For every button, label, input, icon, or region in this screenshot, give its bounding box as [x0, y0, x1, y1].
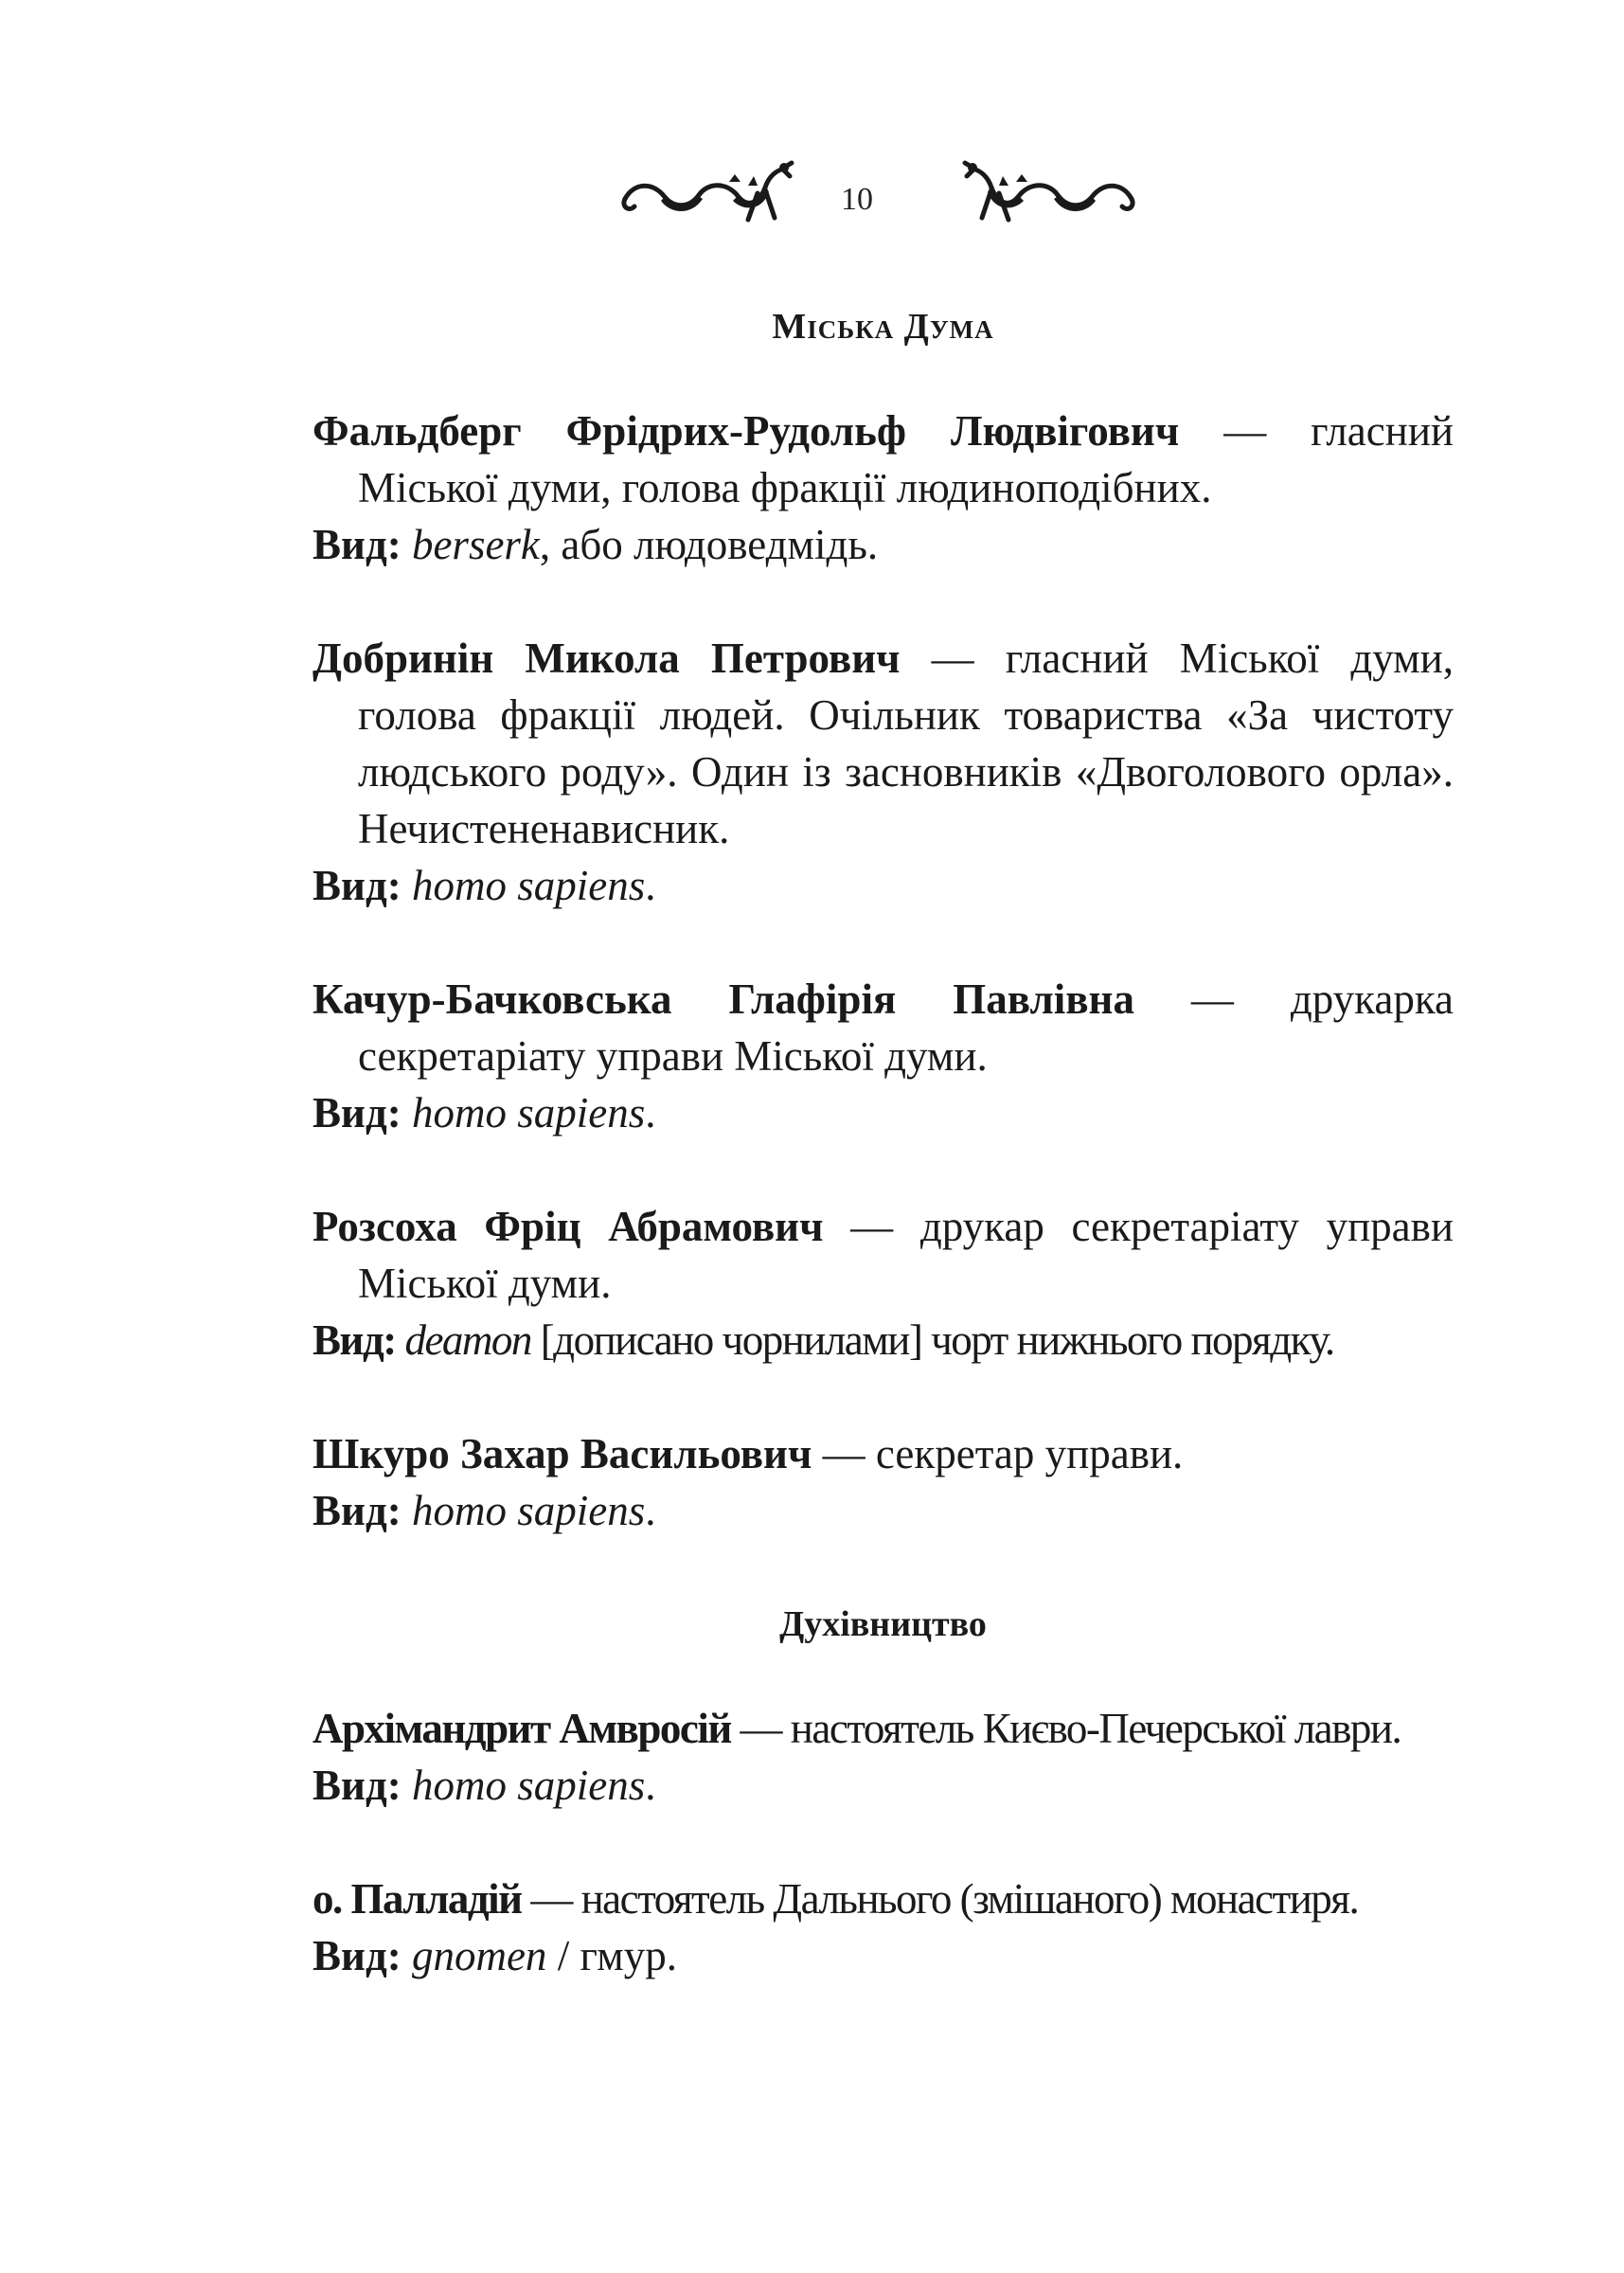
species-note: , або людоведмідь. — [539, 521, 879, 568]
entry-description: — секретар управи. — [812, 1430, 1184, 1477]
species-note: . — [645, 862, 656, 909]
entry-name: о. Палладій — [312, 1875, 522, 1923]
entry-text — [312, 1198, 1454, 1312]
entry-text — [312, 1425, 1454, 1482]
entry-description: — настоятель Дальнього (змішаного) монастиря. — [521, 1875, 1359, 1923]
entry-dobrynin — [312, 630, 1454, 914]
species-label: Вид: — [312, 862, 402, 909]
entry-name: Качур-Бачковська Глафірія Павлівна — [312, 975, 1134, 1023]
species-name: homo sapiens — [411, 1089, 646, 1136]
species-label: Вид: — [312, 1932, 402, 1979]
section-title-clergy: Духівництво — [779, 1604, 987, 1644]
species-label: Вид: — [312, 521, 402, 568]
species-label: Вид: — [312, 1089, 402, 1136]
entry-description: — друкар секретаріату управи Міської думи. — [358, 1203, 1454, 1307]
entry-species-line — [312, 1084, 1454, 1141]
entry-name: Розсоха Фріц Абрамович — [312, 1203, 824, 1250]
entry-name: Шкуро Захар Васильович — [312, 1430, 812, 1477]
dragon-ornament-right-icon — [961, 153, 1141, 234]
species-label: Вид: — [312, 1316, 396, 1364]
entry-text — [312, 1870, 1454, 1927]
species-name: berserk — [411, 521, 540, 568]
species-name: homo sapiens — [411, 862, 646, 909]
species-name: gnomen — [411, 1932, 547, 1979]
entry-text — [312, 403, 1454, 516]
entry-species-line — [312, 1312, 1454, 1369]
entry-text — [312, 971, 1454, 1084]
entry-description: — настоятель Києво-Печерської лаври. — [730, 1705, 1401, 1752]
entry-species-line — [312, 1482, 1454, 1539]
entry-species-line — [312, 516, 1454, 573]
species-label: Вид: — [312, 1487, 402, 1534]
section-title-city-duma: Міська Дума — [772, 307, 994, 347]
entry-name: Архімандрит Амвросій — [312, 1705, 731, 1752]
page-number: 10 — [841, 182, 873, 217]
species-note: / гмур. — [546, 1932, 678, 1979]
entry-kachur-bachkovska — [312, 971, 1454, 1141]
entry-text — [312, 1700, 1454, 1757]
entry-description: — друкарка секретаріату управи Міської думи. — [358, 975, 1454, 1080]
entry-description: — гласний Міської думи, голова фракції людиноподібних. — [358, 407, 1454, 511]
entry-text — [312, 630, 1454, 857]
entry-name: Фальдберг Фрідрих-Рудольф Людвігович — [312, 407, 1180, 455]
entry-rozsokha — [312, 1198, 1454, 1369]
entry-shkuro — [312, 1425, 1454, 1539]
page-content — [312, 298, 1454, 2041]
entry-species-line — [312, 1757, 1454, 1814]
entry-description: — гласний Міської думи, голова фракції людей. Очільник товариства «За чистоту людського роду». Один із засновників «Двоголового орла». Нечистененависник. — [358, 635, 1454, 852]
entry-name: Добринін Микола Петрович — [312, 635, 901, 682]
species-name: homo sapiens — [411, 1487, 646, 1534]
entry-species-line — [312, 857, 1454, 914]
species-name: deamon — [404, 1316, 531, 1364]
species-note: [дописано чорнилами] чорт нижнього порядку. — [530, 1316, 1334, 1364]
page-header — [0, 142, 1624, 256]
species-note: . — [645, 1762, 656, 1809]
species-note: . — [645, 1487, 656, 1534]
entry-amvrosiy — [312, 1700, 1454, 1814]
species-name: homo sapiens — [411, 1762, 646, 1809]
species-note: . — [645, 1089, 656, 1136]
species-label: Вид: — [312, 1762, 402, 1809]
entry-species-line — [312, 1927, 1454, 1984]
entry-palladiy — [312, 1870, 1454, 1984]
entry-faldberg — [312, 403, 1454, 573]
